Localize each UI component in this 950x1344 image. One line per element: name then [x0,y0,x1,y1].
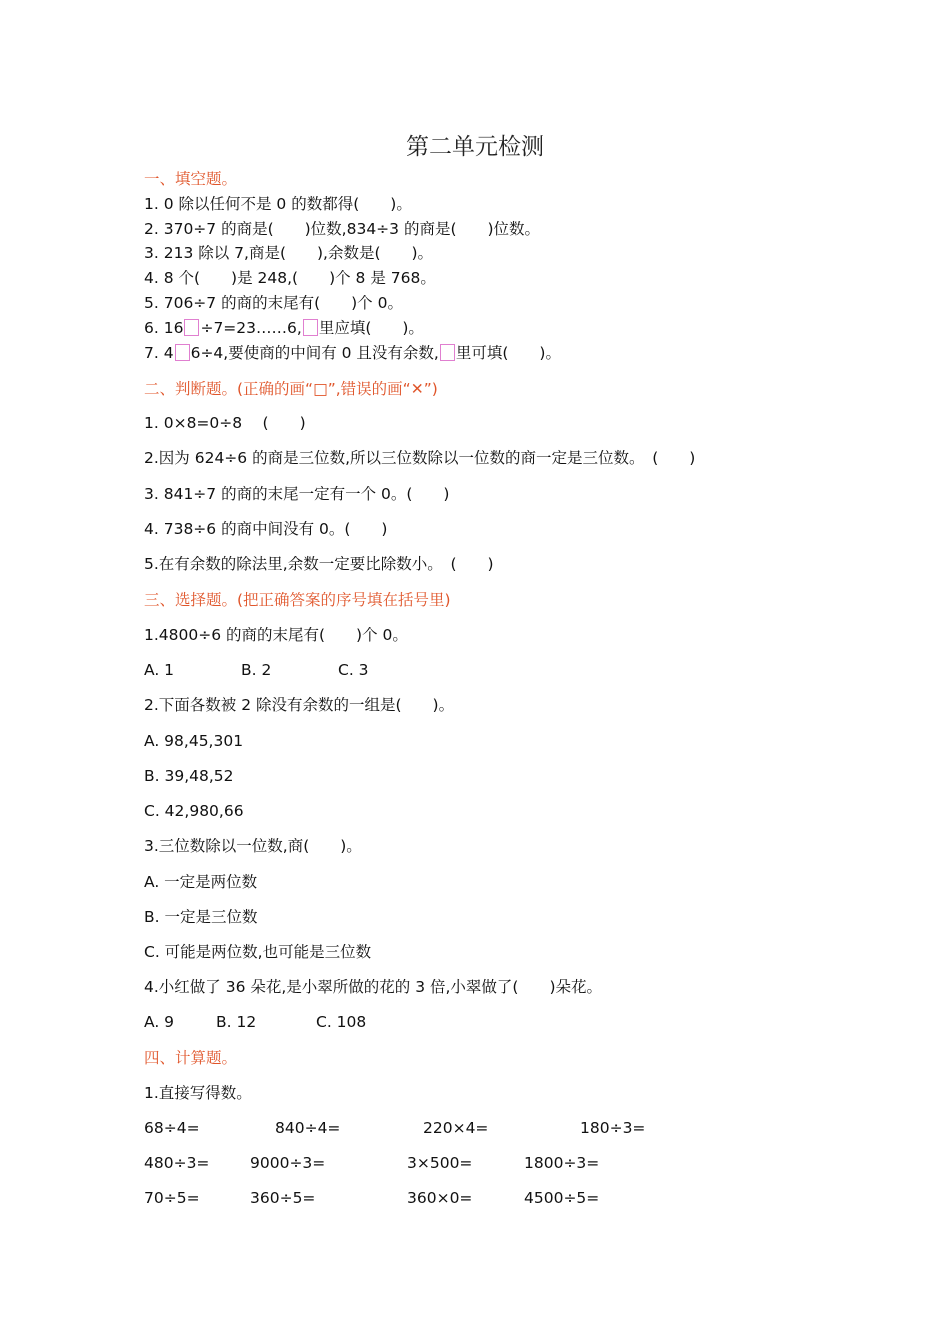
choice-question-2-option-b: B. 39,48,52 [144,767,234,785]
judge-question-5: 5.在有余数的除法里,余数一定要比除数小。 ( ) [144,555,494,573]
choice-question-3: 3.三位数除以一位数,商( )。 [144,837,362,855]
fill-question-7-part-c: 里可填( )。 [455,344,561,362]
choice-question-2-option-a: A. 98,45,301 [144,732,244,750]
calc-item: 360÷5= [250,1189,316,1207]
fill-question-1: 1. 0 除以任何不是 0 的数都得( )。 [144,195,412,213]
choice-question-3-option-a: A. 一定是两位数 [144,873,258,891]
option-b: B. 12 [216,1013,257,1031]
calc-item: 840÷4= [275,1119,341,1137]
calc-item: 480÷3= [144,1154,210,1172]
choice-question-2-option-c: C. 42,980,66 [144,802,244,820]
choice-question-4-options [144,1012,366,1032]
section-heading-calculation: 四、计算题。 [144,1049,238,1067]
calc-item: 360×0= [407,1189,473,1207]
fill-question-6-part-a: 6. 16 [144,319,184,337]
fill-question-7 [144,343,561,363]
calc-item: 1800÷3= [524,1154,600,1172]
answer-box [303,319,318,336]
section-heading-fill-blank: 一、填空题。 [144,170,238,188]
calc-item: 70÷5= [144,1189,200,1207]
fill-question-6-part-c: 里应填( )。 [318,319,424,337]
calc-item: 3×500= [407,1154,473,1172]
answer-box [184,319,199,336]
calc-item: 180÷3= [580,1119,646,1137]
choice-question-3-option-b: B. 一定是三位数 [144,908,258,926]
calc-item: 9000÷3= [250,1154,326,1172]
judge-question-3: 3. 841÷7 的商的末尾一定有一个 0。( ) [144,485,450,503]
calc-item: 68÷4= [144,1119,200,1137]
choice-question-1-options [144,660,369,680]
answer-box [440,344,455,361]
choice-question-1: 1.4800÷6 的商的末尾有( )个 0。 [144,626,408,644]
choice-question-4: 4.小红做了 36 朵花,是小翠所做的花的 3 倍,小翠做了( )朵花。 [144,978,603,996]
calc-question-1: 1.直接写得数。 [144,1084,252,1102]
option-a: A. 9 [144,1013,175,1031]
option-c: C. 108 [316,1013,367,1031]
option-a: A. 1 [144,661,175,679]
judge-question-1: 1. 0×8=0÷8 ( ) [144,414,306,432]
calc-item: 220×4= [423,1119,489,1137]
section-heading-true-false: 二、判断题。(正确的画“□”,错误的画“✕”) [144,380,438,398]
fill-question-6-part-b: ÷7=23……6, [200,319,302,337]
judge-question-2: 2.因为 624÷6 的商是三位数,所以三位数除以一位数的商一定是三位数。 ( ) [144,449,696,467]
fill-question-5: 5. 706÷7 的商的末尾有( )个 0。 [144,294,403,312]
choice-question-3-option-c: C. 可能是两位数,也可能是三位数 [144,943,372,961]
calc-item: 4500÷5= [524,1189,600,1207]
fill-question-4: 4. 8 个( )是 248,( )个 8 是 768。 [144,269,436,287]
choice-question-2: 2.下面各数被 2 除没有余数的一组是( )。 [144,696,455,714]
judge-question-4: 4. 738÷6 的商中间没有 0。( ) [144,520,388,538]
answer-box [175,344,190,361]
option-b: B. 2 [241,661,272,679]
fill-question-7-part-a: 7. 4 [144,344,174,362]
section-heading-multiple-choice: 三、选择题。(把正确答案的序号填在括号里) [144,591,451,609]
fill-question-2: 2. 370÷7 的商是( )位数,834÷3 的商是( )位数。 [144,220,541,238]
option-c: C. 3 [338,661,369,679]
fill-question-6 [144,318,424,338]
fill-question-7-part-b: 6÷4,要使商的中间有 0 且没有余数, [190,344,439,362]
fill-question-3: 3. 213 除以 7,商是( ),余数是( )。 [144,244,434,262]
page-title: 第二单元检测 [406,134,544,160]
